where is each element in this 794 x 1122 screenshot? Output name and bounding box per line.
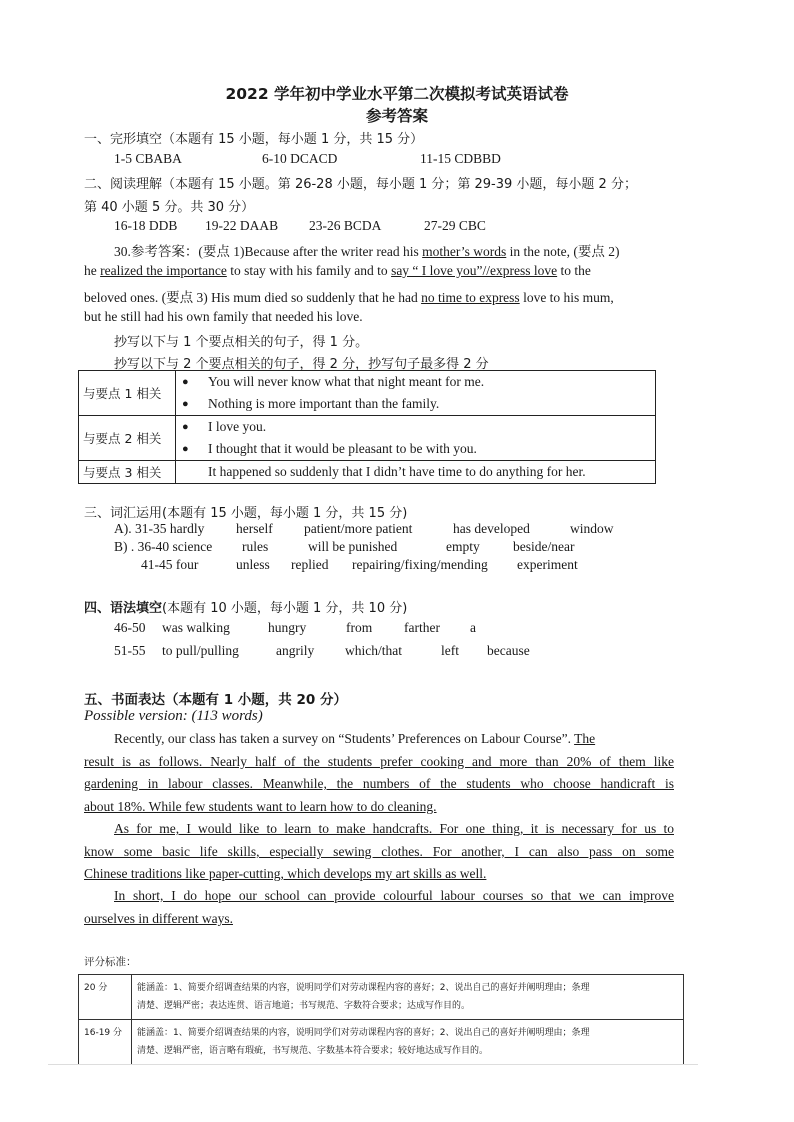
criteria-cell: 能涵盖：1、简要介绍调查结果的内容，说明同学们对劳动课程内容的喜好；2、说出自己的喜好并阐明理由；条理 清楚、逻辑严密，语言略有瑕疵，书写规范、字数基本符合要求；较好地达成写作目的。: [132, 1020, 684, 1065]
vocab-b-3: will be punished: [308, 539, 398, 554]
scoring-rule-2: 抄写以下与 2 个要点相关的句子，得 2 分，抄写句子最多得 2 分: [114, 357, 489, 372]
grammar-2-a: to pull/pulling: [162, 643, 239, 658]
q30-line2: he realized the importance to stay with his family and to say “ I love you”//express love to the: [84, 263, 591, 278]
section2-answer-2: 19-22 DAAB: [205, 218, 279, 233]
essay-p1-line4: about 18%. While few students want to learn how to do cleaning.: [84, 799, 437, 814]
vocab-a-1: A). 31-35 hardly: [114, 521, 205, 536]
grammar-2-e: because: [487, 643, 530, 658]
grammar-2-range: 51-55: [114, 643, 146, 658]
point-label: 与要点 3 相关: [79, 461, 176, 484]
q30-line4: but he still had his own family that needed his love.: [84, 309, 363, 324]
q30-line1: 30.参考答案：(要点 1)Because after the writer read his mother’s words in the note, (要点 2): [114, 244, 620, 259]
grammar-2-d: left: [441, 643, 459, 658]
q30-line3: beloved ones. (要点 3) His mum died so suddenly that he had no time to express love to his mum,: [84, 290, 614, 305]
point-sentences: ● You will never know what that night meant for me. ● Nothing is more important than the family.: [176, 371, 656, 416]
table-row: [79, 416, 656, 461]
vocab-c-3: replied: [291, 557, 329, 572]
criteria-cell: 能涵盖：1、简要介绍调查结果的内容，说明同学们对劳动课程内容的喜好；2、说出自己的喜好并阐明理由；条理 清楚、逻辑严密；表达连贯、语言地道；书写规范、字数符合要求；达成写作目的。: [132, 975, 684, 1020]
score-cell: 16-19 分: [79, 1020, 132, 1065]
table-row: [79, 975, 684, 1020]
essay-p2-line2: know some basic life skills, especially sewing clothes. For another, I can also pass on some: [84, 844, 674, 859]
section1-answer-3: 11-15 CDBBD: [420, 151, 501, 166]
bullet-icon: ●: [182, 398, 189, 410]
section1-heading: 一、完形填空（本题有 15 小题，每小题 1 分，共 15 分）: [84, 132, 424, 147]
vocab-a-4: has developed: [453, 521, 530, 536]
essay-p1-line2: result is as follows. Nearly half of the students prefer cooking and more than 20% of them like: [84, 754, 674, 769]
grammar-1-d: farther: [404, 620, 440, 635]
section1-answer-1: 1-5 CBABA: [114, 151, 182, 166]
key-points-table: [78, 370, 656, 484]
essay-p1-line3: gardening in labour classes. Meanwhile, the numbers of the students who choose handicraft is: [84, 776, 674, 791]
scoring-rule-1: 抄写以下与 1 个要点相关的句子，得 1 分。: [114, 335, 369, 350]
section2-answer-1: 16-18 DDB: [114, 218, 178, 233]
grammar-1-range: 46-50: [114, 620, 146, 635]
grammar-1-e: a: [470, 620, 476, 635]
vocab-b-2: rules: [242, 539, 269, 554]
vocab-c-4: repairing/fixing/mending: [352, 557, 488, 572]
page-title: 2022 学年初中学业水平第二次模拟考试英语试卷: [225, 85, 569, 103]
grammar-1-b: hungry: [268, 620, 307, 635]
table-row: [79, 461, 656, 484]
scoring-table: [78, 974, 684, 1065]
vocab-b-1: B) . 36-40 science: [114, 539, 213, 554]
point-label: 与要点 1 相关: [79, 371, 176, 416]
score-cell: 20 分: [79, 975, 132, 1020]
vocab-c-2: unless: [236, 557, 270, 572]
possible-version-label: Possible version: (113 words): [84, 708, 263, 724]
section2-heading-line2: 第 40 小题 5 分。共 30 分）: [84, 200, 255, 215]
grammar-2-c: which/that: [345, 643, 402, 658]
bullet-icon: ●: [182, 443, 189, 455]
grammar-1-c: from: [346, 620, 373, 635]
section4-heading: 四、语法填空(本题有 10 小题，每小题 1 分，共 10 分): [84, 601, 408, 616]
essay-p2-line3: Chinese traditions like paper-cutting, which develops my art skills as well.: [84, 866, 487, 881]
scoring-label: 评分标准：: [84, 956, 137, 968]
essay-p2-line1: As for me, I would like to learn to make handcrafts. For one thing, it is necessary for us to: [114, 821, 674, 836]
vocab-a-3: patient/more patient: [304, 521, 413, 536]
section2-answer-3: 23-26 BCDA: [309, 218, 382, 233]
section3-heading: 三、词汇运用(本题有 15 小题，每小题 1 分，共 15 分): [84, 506, 408, 521]
vocab-a-5: window: [570, 521, 614, 536]
section2-answer-4: 27-29 CBC: [424, 218, 486, 233]
section2-heading-line1: 二、阅读理解（本题有 15 小题。第 26-28 小题，每小题 1 分；第 29-39 小题，每小题 2 分；: [84, 177, 637, 192]
table-row: [79, 1020, 684, 1065]
bullet-icon: ●: [182, 421, 189, 433]
point-label: 与要点 2 相关: [79, 416, 176, 461]
point-sentences: It happened so suddenly that I didn’t have time to do anything for her.: [176, 461, 656, 484]
vocab-b-4: empty: [446, 539, 480, 554]
essay-p3-line1: In short, I do hope our school can provide colourful labour courses so that we can improve: [114, 888, 674, 903]
vocab-c-5: experiment: [517, 557, 578, 572]
section5-heading: 五、书面表达（本题有 1 小题，共 20 分）: [84, 692, 347, 708]
vocab-b-5: beside/near: [513, 539, 575, 554]
essay-p3-line2: ourselves in different ways.: [84, 911, 233, 926]
section1-answer-2: 6-10 DCACD: [262, 151, 338, 166]
grammar-1-a: was walking: [162, 620, 230, 635]
page-subtitle: 参考答案: [365, 107, 428, 125]
vocab-c-1: 41-45 four: [141, 557, 199, 572]
vocab-a-2: herself: [236, 521, 273, 536]
bullet-icon: ●: [182, 376, 189, 388]
point-sentences: ● I love you. ● I thought that it would be pleasant to be with you.: [176, 416, 656, 461]
table-row: [79, 371, 656, 416]
essay-p1-line1: Recently, our class has taken a survey on “Students’ Preferences on Labour Course”. The: [114, 731, 596, 746]
bottom-divider: [48, 1064, 698, 1065]
grammar-2-b: angrily: [276, 643, 315, 658]
